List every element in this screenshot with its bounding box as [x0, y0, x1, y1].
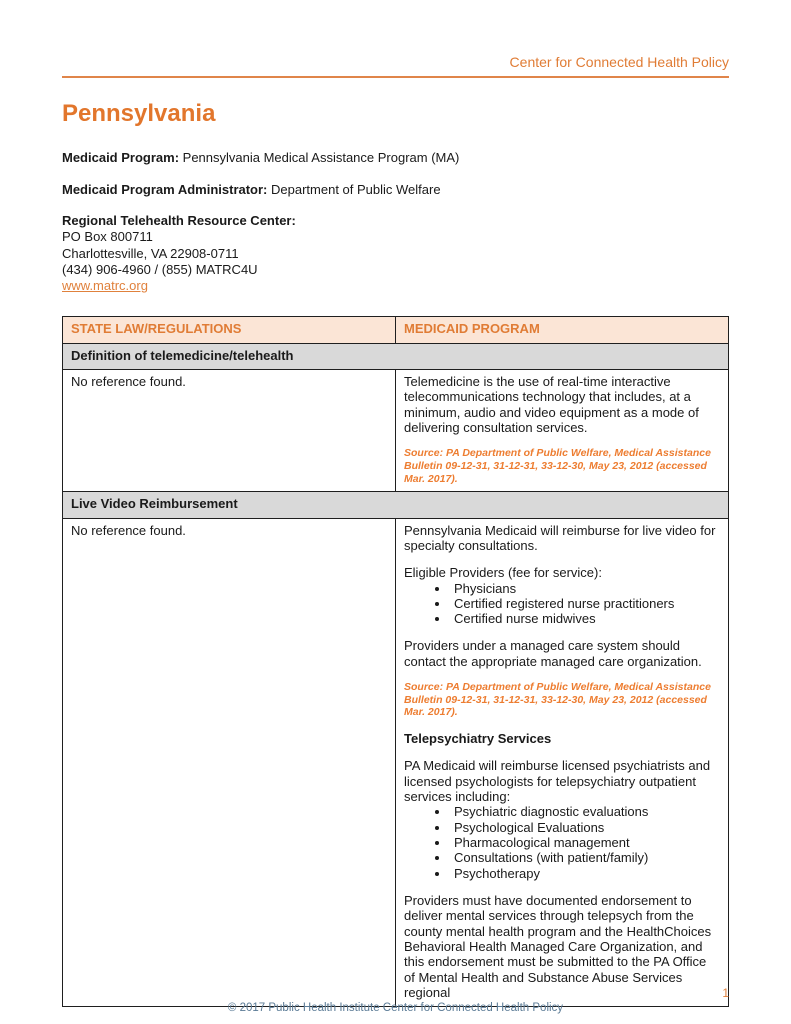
page-title: Pennsylvania [62, 100, 216, 127]
bullet-item: • Consultations (with patient/family) [450, 850, 720, 865]
section-title-live-video: Live Video Reimbursement [63, 492, 729, 518]
rtrc-address-line1: PO Box 800711 [62, 229, 153, 245]
section-row-live-video [63, 492, 729, 518]
rtrc-website-link[interactable]: www.matrc.org [62, 278, 148, 294]
col-header-state-law: STATE LAW/REGULATIONS [63, 317, 396, 343]
medicaid-program-value: Pennsylvania Medical Assistance Program (MA) [182, 150, 460, 165]
bullet-item: • Certified nurse midwives [450, 611, 720, 626]
telepsychiatry-heading: Telepsychiatry Services [404, 730, 552, 746]
brand-text: Center for Connected Health Policy [509, 54, 729, 70]
bullet-item: • Physicians [450, 581, 720, 596]
administrator-label: Medicaid Program Administrator: [62, 181, 268, 197]
managed-care-paragraph: Providers under a managed care system should contact the appropriate managed care organization. [404, 638, 702, 669]
definition-state-law-cell [63, 370, 396, 492]
rtrc-block [62, 213, 729, 294]
no-reference-text: No reference found. [71, 374, 186, 390]
medicaid-program-line [62, 150, 729, 166]
medicaid-program-label: Medicaid Program: [62, 150, 180, 165]
bullet-item: • Psychotherapy [450, 866, 720, 881]
info-block [62, 150, 729, 294]
live-video-source-citation: Source: PA Department of Public Welfare, Medical Assistance Bulletin 09-12-31, 31-12-31, 33-12-30, May 23, 2012 (accessed Mar. 2017). [404, 681, 711, 719]
telepsychiatry-services-list [404, 804, 720, 881]
page-footer [62, 986, 729, 1014]
table-row [63, 518, 729, 1007]
policy-table [62, 316, 729, 1007]
live-video-paragraph-1: Pennsylvania Medicaid will reimburse for live video for specialty consultations. [404, 522, 716, 553]
telepsychiatry-intro: PA Medicaid will reimburse licensed psychiatrists and licensed psychologists for telepsychiatry outpatient services including: [404, 758, 711, 804]
no-reference-text: No reference found. [71, 522, 186, 538]
live-video-state-law-cell [63, 518, 396, 1007]
bullet-item: • Pharmacological management [450, 835, 720, 850]
definition-source-citation: Source: PA Department of Public Welfare, Medical Assistance Bulletin 09-12-31, 31-12-31, 33-12-30, May 23, 2012 (accessed Mar. 2017). [404, 447, 711, 485]
definition-medicaid-cell [396, 370, 729, 492]
copyright-text: © 2017 Public Health Institute Center for Connected Health Policy [227, 1002, 564, 1014]
live-video-medicaid-cell [396, 518, 729, 1007]
bullet-item: • Psychiatric diagnostic evaluations [450, 804, 720, 819]
bullet-item: • Certified registered nurse practitioners [450, 596, 720, 611]
table-row [63, 370, 729, 492]
rtrc-label: Regional Telehealth Resource Center: [62, 213, 296, 229]
page-content [62, 0, 729, 1007]
page-number: 1 [722, 986, 729, 1000]
administrator-value: Department of Public Welfare [271, 181, 441, 197]
header-brand-row [62, 54, 729, 78]
table-header-row [63, 317, 729, 343]
administrator-line [62, 182, 729, 198]
endorsement-paragraph: Providers must have documented endorsement to deliver mental services through telepsych from the county mental health program and the HealthChoices Behavioral Health Managed Care Organization, and this endorsement must be submitted to the PA Office of Mental Health and Substance Abuse Services regional [404, 892, 712, 1000]
bullet-item: • Psychological Evaluations [450, 820, 720, 835]
rtrc-phone: (434) 906-4960 / (855) MATRC4U [62, 261, 258, 277]
eligible-providers-heading: Eligible Providers (fee for service): [404, 565, 602, 581]
col-header-medicaid-program: MEDICAID PROGRAM [396, 317, 729, 343]
rtrc-address-line2: Charlottesville, VA 22908-0711 [62, 245, 239, 261]
eligible-providers-list [404, 581, 720, 627]
section-row-definition [63, 343, 729, 369]
section-title-definition: Definition of telemedicine/telehealth [63, 343, 729, 369]
definition-paragraph: Telemedicine is the use of real-time interactive telecommunications technology that includes, at a minimum, audio and video equipment as a mode of delivering consultation services. [404, 374, 699, 436]
